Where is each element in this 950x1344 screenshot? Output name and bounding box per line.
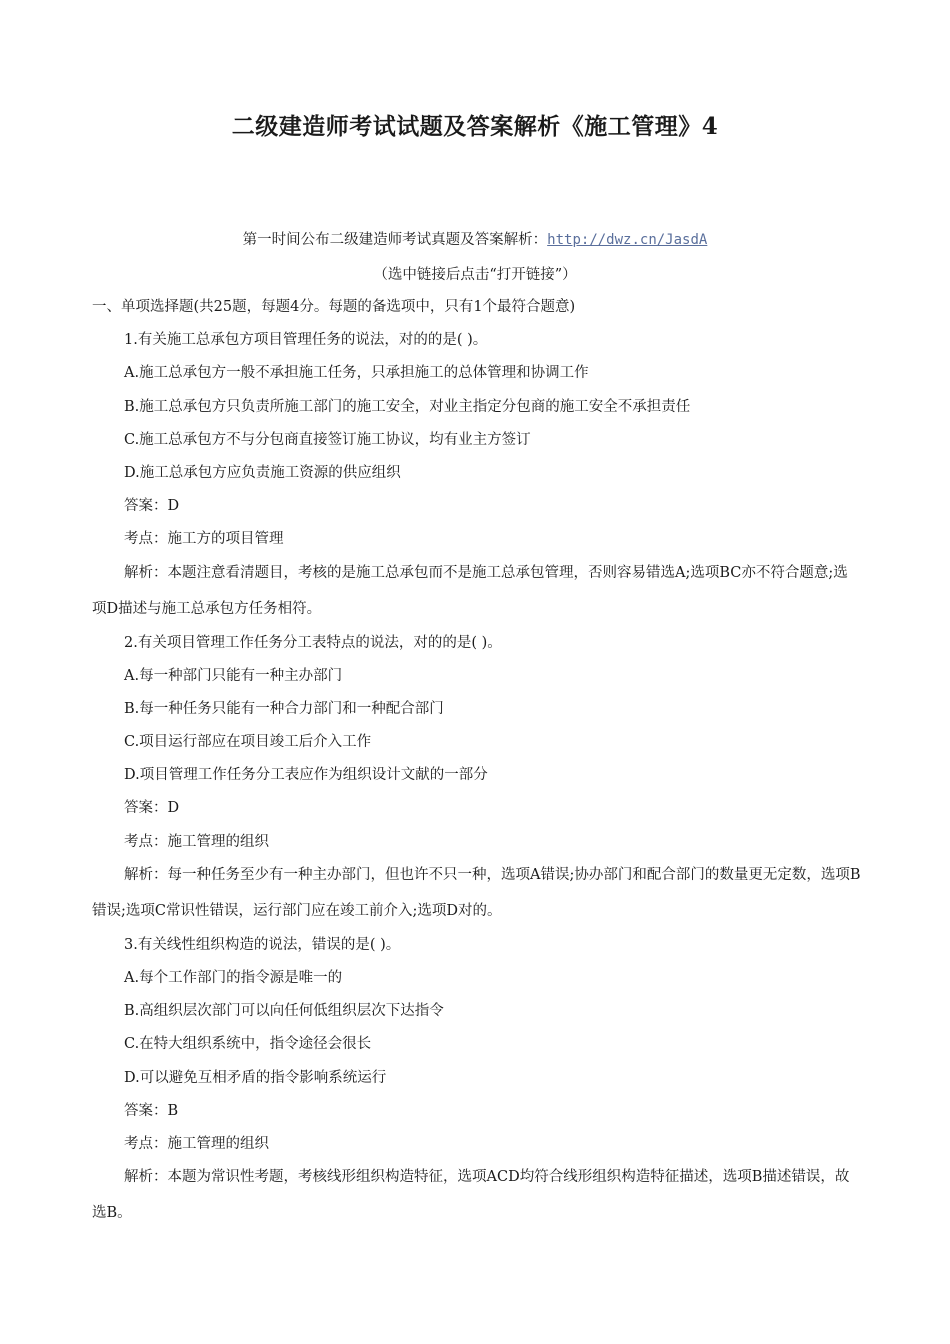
section-heading: 一、单项选择题(共25题，每题4分。每题的备选项中，只有1个最符合题意) [92, 299, 576, 315]
question-stem: 3.有关线性组织构造的说法，错误的是( )。 [124, 936, 401, 953]
analysis: 解析：本题为常识性考题，考核线形组织构造特征，选项ACD均符合线形组织构造特征描述，选项B描述错误，故选B。 [92, 1169, 850, 1222]
option-b: B.高组织层次部门可以向任何低组织层次下达指令 [124, 1003, 444, 1020]
question-3 [92, 934, 862, 1231]
document-title: 二级建造师考试试题及答案解析《施工管理》4 [231, 113, 719, 140]
notice-line [0, 228, 950, 249]
exam-content [92, 296, 862, 1236]
exam-point: 考点：施工管理的组织 [124, 1135, 269, 1152]
question-stem: 1.有关施工总承包方项目管理任务的说法，对的的是( )。 [124, 332, 488, 349]
option-c: C.在特大组织系统中，指令途径会很长 [124, 1036, 372, 1053]
option-a: A.每一种部门只能有一种主办部门 [124, 667, 343, 684]
option-a: A.施工总承包方一般不承担施工任务，只承担施工的总体管理和协调工作 [124, 365, 589, 382]
analysis: 解析：每一种任务至少有一种主办部门，但也许不只一种，选项A错误;协办部门和配合部门的数量更无定数，选项B错误;选项C常识性错误，运行部门应在竣工前介入;选项D对的。 [92, 866, 861, 919]
option-b: B.施工总承包方只负责所施工部门的施工安全，对业主指定分包商的施工安全不承担责任 [124, 398, 691, 415]
option-d: D.可以避免互相矛盾的指令影响系统运行 [124, 1069, 387, 1086]
exam-point: 考点：施工方的项目管理 [124, 531, 284, 548]
answer: 答案：D [124, 800, 180, 817]
exam-point: 考点：施工管理的组织 [124, 833, 269, 850]
answer: 答案：D [124, 498, 180, 515]
question-1 [92, 329, 862, 626]
notice-link[interactable]: http://dwz.cn/JasdA [547, 232, 708, 248]
answer: 答案：B [124, 1102, 179, 1119]
notice-hint: （选中链接后点击“打开链接”） [373, 267, 577, 283]
option-d: D.施工总承包方应负责施工资源的供应组织 [124, 464, 401, 481]
question-stem: 2.有关项目管理工作任务分工表特点的说法，对的的是( )。 [124, 634, 502, 651]
question-2 [92, 632, 862, 929]
notice-prefix: 第一时间公布二级建造师考试真题及答案解析： [242, 232, 548, 248]
analysis: 解析：本题注意看清题目，考核的是施工总承包而不是施工总承包管理，否则容易错选A;选项BC亦不符合题意;选项D描述与施工总承包方任务相符。 [92, 564, 848, 617]
option-c: C.项目运行部应在项目竣工后介入工作 [124, 734, 372, 751]
option-a: A.每个工作部门的指令源是唯一的 [124, 970, 343, 986]
option-d: D.项目管理工作任务分工表应作为组织设计文献的一部分 [124, 767, 488, 784]
option-b: B.每一种任务只能有一种合力部门和一种配合部门 [124, 700, 444, 717]
option-c: C.施工总承包方不与分包商直接签订施工协议，均有业主方签订 [124, 431, 531, 448]
